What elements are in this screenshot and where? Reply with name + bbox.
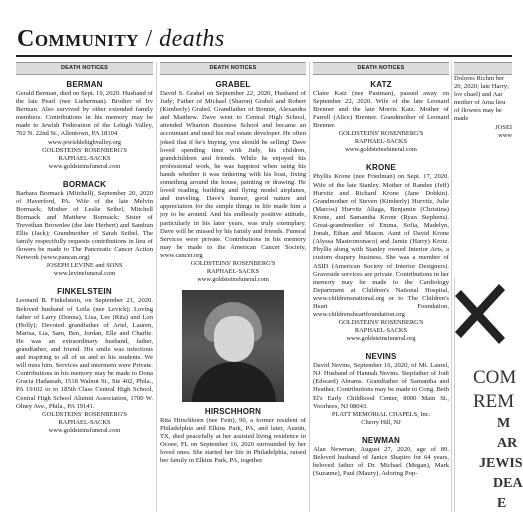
funeral-home-name: RAPHAEL-SACKS	[354, 138, 408, 146]
funeral-home-name: JOSEPH LEVINE and SONS	[46, 262, 123, 270]
notices-column-2	[160, 62, 306, 512]
ad-line: M	[497, 416, 511, 431]
notice-text: Alan Newman, August 27, 2020, age of 89. Beloved husband of Janice Shapiro for 64 years, beloved father of Dr. Michael (Megan), Mark (Suzanne), Paul (Maury). Adoring Pop-	[313, 445, 449, 477]
funeral-home-link[interactable]: www.goldsteinsfuneral.com	[345, 146, 417, 154]
column-divider	[451, 62, 452, 512]
notices-column-3	[313, 62, 449, 512]
funeral-home-name: GOLDSTEINS' ROSENBERG'S	[338, 130, 424, 138]
notice-text: Dolores Richm ber 20, 2020; late Harry; lov chael) and Aar mother of Ama lieu of flowers may be made	[454, 75, 509, 123]
notice-text: Barbara Bormack (Mitchell), September 20, 2020 of Haverford, PA. Wife of the late Melvin Bormack; Mother of Leslie Seibel, Mitchell Bormack and Matthew Bormack; Sister of Trevethan Brownlee (the late Herbert) and Sandran Ellis (Jack); Grandmother of Sarah Seibel. The family respectfully requests contributions in lieu of flowers be made to The Pancreatic Cancer Action Network (www.pancan.org)	[16, 189, 153, 262]
notice-footer-line: www.jewishlehighvalley.org	[48, 138, 121, 146]
ad-graphic	[455, 278, 513, 350]
notice-text: David Nevins, September 16, 2020, of Mt. Laurel, NJ. Husband of Hannah Nevins. Stepfather of Jodi (Edward) Abrams. Grandfather of Samantha and Heather. Contributions may be made to Cong. Beth El's Early Childhood Center, 8000 Main St., Voorhees, NJ 08043.	[313, 362, 449, 410]
notice-name: BERMAN	[66, 80, 103, 89]
column-heading	[454, 62, 512, 75]
notice-text: Leonard B. Finkelstein, on September 21, 2020. Beloved husband of Leila (nee Levick); Loving father of Larry (Donna), Lisa, Lee (Rita) and Lon (Holly); Devoted grandfather of Ariel, Lauren, Marisa, Lia, Sam, Ben, Jordan, Elle and Charlie. He was an extraordinary husband, father, grandfather, and friend. His smile was infectious and inspiring to all of us and to his students. We will miss him. Services and interment were Private. Contributions in his memory may be made to Dona Gracia Hadassah, 1518 Walnut St., Ste 402, Phila., PA 19102 or to 185th Class Central High School, Central High School Alumni Association, 1700 W. Olney Ave., Phila., PA 19141.	[16, 297, 153, 410]
column-divider	[156, 62, 157, 512]
ad-text	[473, 366, 523, 514]
column-heading: DEATH NOTICES	[16, 62, 153, 75]
notice-name: KATZ	[370, 80, 392, 89]
notice-text: David S. Grabel on September 22, 2020, Husband of Judy; Father of Michael (Sharon) Grabel and Robert (Kimberly) Grabel. Grandfather of Bonnie, Alexandra and Matthew. Dave went to Central High School, attended Wharton Business School and became an accountant and used his real estate developer. He often joked that if he's buying, you should be selling! Dave loved spending time with Judy, his children, grandchildren and friends. While he enjoyed his professional work, he was happiest when using his hands whether it was tinkering with his boat, fixing something around the house, painting or drawing. He loved reading, building and flying model airplanes, and traveling. Dave's humor, good nature and appreciation for the simple things in life made him a joy to be around. And his endlessly positive attitude, particularly in his later years, was truly exemplary. Dave will be missed by his family and friends. Funeral Services were private. Contributions in his memory may be made to the American Cancer Society, www.cancer.org	[160, 90, 306, 259]
column-heading: DEATH NOTICES	[160, 62, 306, 75]
notice-text: Gerald Berman, died on Sept. 19, 2020. Husband of the late Pearl (nee Lieberman). Brother of Irv Berman. Also survived by other extended family members. Contributions in his memory may be made to Jewish Federation of the Lehigh Valley, 702 N. 22nd St., Allentown, PA 18104	[16, 90, 153, 138]
funeral-home-link[interactable]: www.goldsteinsfuneral.com	[197, 275, 269, 283]
notice-name: FINKELSTEIN	[57, 287, 112, 297]
funeral-home-name: GOLDSTEINS' ROSENBERG'S	[42, 410, 127, 418]
section-title	[17, 27, 225, 51]
section-name: Community	[17, 26, 139, 52]
funeral-home-location: Cherry Hill, NJ	[361, 418, 401, 426]
notice-text: Phyllis Krone (nee Friedman) on Sept. 17, 2020. Wife of the late Stanley. Mother of Randee (Jeff) Hurvitz and Richard Krone (Jane Dobkin). Grandmother of Steven (Kimberly) Hurvitz, Julie (Marcos) Hurvitz Aliaga, Benjamin (Christina) Krone, and Samantha Krone (Ryan Stephens). Great-grandmother of Emma, Sofia, Madelyn, Jonah, Ethan and Mason. Aunt of David Krone (Alyssa Mastromonaco) and Jamie (Harry) Krotz. Phyllis along with Stanley owned Interior Arts, a custom drapery business. She was a member of ASID (American Society of Interior Designers). Graveside services are private. Contributions in her memory may be made to the Cardiology Department at Children's National Hospital, www.childrensnational.org or to The Children's Heart Foundation, www.childrensheartfoundation.org	[313, 173, 449, 319]
column-heading: DEATH NOTICES	[313, 62, 449, 75]
funeral-home-name: RAPHAEL-SACKS	[354, 327, 408, 335]
ad-line: COM	[473, 367, 517, 388]
funeral-home-name: RAPHAEL-SACKS	[58, 154, 111, 162]
ad-line: AR	[497, 436, 518, 451]
notice-name: GRABEL	[215, 80, 251, 89]
notice-name: KRONE	[366, 163, 396, 173]
funeral-home-name: RAPHAEL-SACKS	[206, 267, 260, 275]
notice-text: Claire Katz (nee Pastman), passed away on September 22, 2020. Wife of the late Leonard Brenner and the late Morris Katz. Mother of Farrell (Alice) Brenner. Grandmother of Leonard Brenner.	[313, 90, 449, 130]
funeral-home-name: JOSEI	[495, 123, 512, 131]
advertisement	[454, 278, 523, 512]
funeral-home-name: GOLDSTEINS' ROSENBERG'S	[42, 146, 127, 154]
column-divider	[309, 62, 310, 512]
photo-face	[214, 316, 254, 362]
notice-name: BORMACK	[62, 179, 107, 189]
funeral-home-name: GOLDSTEINS' ROSENBERG'S	[190, 259, 276, 267]
notice-name: NEWMAN	[361, 435, 401, 445]
ad-line: DEA	[493, 476, 523, 491]
funeral-home-link[interactable]: www.goldsteinsfuneral.com	[48, 426, 121, 434]
funeral-home-link[interactable]: www.goldsteinsfuneral.org	[346, 335, 416, 343]
funeral-home-link[interactable]: www	[498, 131, 512, 139]
notices-column-1	[16, 62, 153, 512]
header-rule	[16, 55, 512, 57]
funeral-home-name: PLATT MEMORIAL CHAPELS, Inc.	[331, 410, 431, 418]
ad-line: E	[497, 496, 507, 511]
title-separator: /	[138, 26, 160, 52]
notice-text: Rita Hirschhorn (nee Fein), 90, a former resident of Philadelphia and Elkins Park, PA, and later, Austin, TX, died peacefully at her assisted living residence in Ocoee, FL on September 16, 2020 surrounded by her loved ones. She started her life in Philadelphia, raised her family in Elkins Park, PA, together	[160, 416, 306, 465]
section-subtitle: deaths	[159, 26, 225, 52]
ad-line: JEWIS	[479, 456, 523, 471]
ad-line: REM	[473, 391, 515, 412]
page-header	[17, 27, 507, 51]
photo-shoulders	[192, 362, 276, 402]
funeral-home-name: GOLDSTEINS' ROSENBERG'S	[338, 319, 424, 327]
funeral-home-name: RAPHAEL-SACKS	[58, 418, 111, 426]
notice-name: HIRSCHHORN	[204, 406, 262, 416]
notice-name: NEVINS	[365, 352, 397, 362]
funeral-home-link[interactable]: www.goldsteinsfuneral.com	[48, 162, 121, 170]
portrait-photo	[182, 290, 284, 402]
funeral-home-link[interactable]: www.levinefuneral.com	[53, 270, 116, 278]
